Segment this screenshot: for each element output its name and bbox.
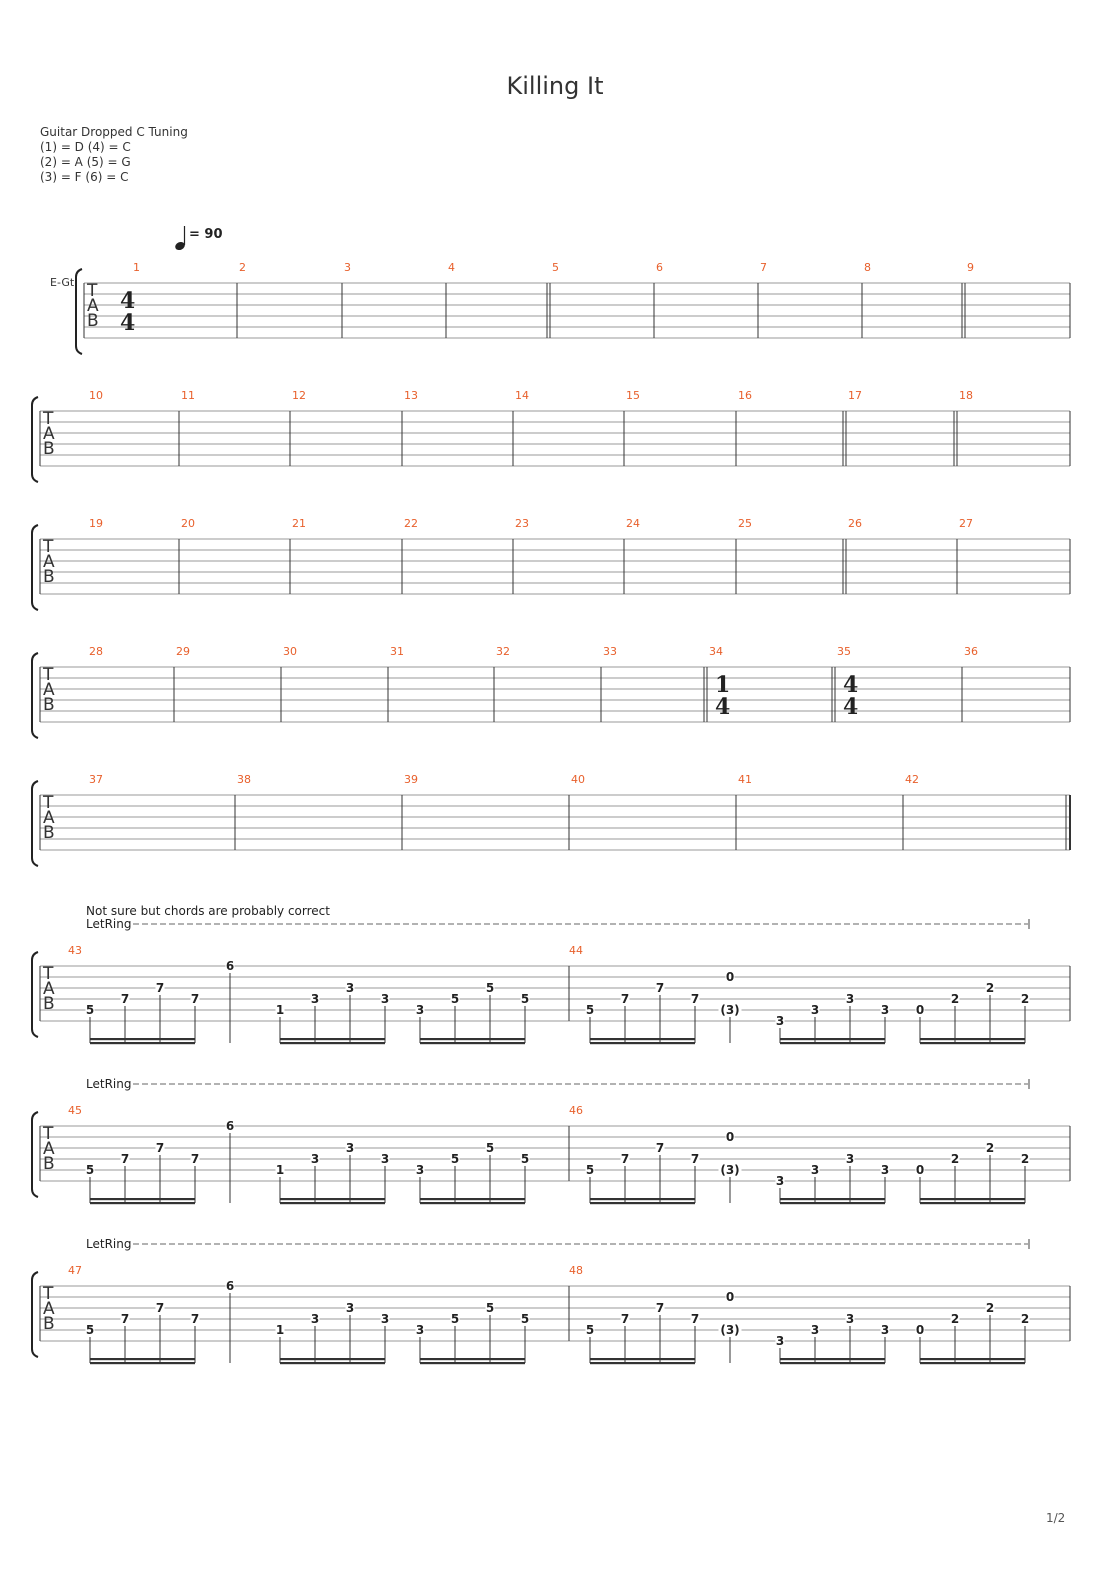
fret-number: 7 [155, 981, 165, 995]
fret-number: 6 [225, 1279, 235, 1293]
tuning-line: (3) = F (6) = C [40, 170, 129, 184]
measure-number: 38 [237, 773, 251, 786]
tab-system [32, 389, 1070, 482]
beam [280, 1358, 385, 1360]
beam [590, 1358, 695, 1360]
fret-number: 3 [345, 1301, 355, 1315]
fret-number: 5 [520, 1312, 530, 1326]
system-bracket [32, 781, 38, 866]
fret-number: 0 [915, 1163, 925, 1177]
tab-clef-letter: B [43, 695, 55, 715]
measure-number: 46 [569, 1104, 583, 1117]
fret-number: 7 [120, 1312, 130, 1326]
tempo-marking [174, 226, 223, 252]
time-signature-bottom: 4 [843, 694, 859, 720]
measure-number: 43 [68, 944, 82, 957]
fret-number: 3 [310, 992, 320, 1006]
time-signature-top: 4 [843, 672, 859, 698]
fret-number: 7 [190, 1312, 200, 1326]
measure-number: 42 [905, 773, 919, 786]
system-bracket [32, 653, 38, 738]
fret-number: 3 [415, 1163, 425, 1177]
measure-number: 19 [89, 517, 103, 530]
measure-number: 4 [448, 261, 455, 274]
measure-number: 39 [404, 773, 418, 786]
fret-number: 5 [485, 1301, 495, 1315]
measure-number: 28 [89, 645, 103, 658]
fret-number: 1 [275, 1323, 285, 1337]
beam [780, 1358, 885, 1360]
fret-number: 7 [120, 1152, 130, 1166]
tab-clef-letter: T [43, 1284, 54, 1304]
measure-number: 20 [181, 517, 195, 530]
measure-number: 11 [181, 389, 195, 402]
measure-number: 13 [404, 389, 418, 402]
measure-number: 10 [89, 389, 103, 402]
measure-number: 47 [68, 1264, 82, 1277]
fret-number: 5 [85, 1323, 95, 1337]
fret-number: 3 [845, 1312, 855, 1326]
tab-clef-letter: A [43, 1299, 55, 1319]
tab-clef-letter: T [43, 964, 54, 984]
annotation-text: Not sure but chords are probably correct [86, 904, 330, 918]
measure-number: 1 [133, 261, 140, 274]
beam [280, 1038, 385, 1040]
fret-number: 5 [450, 1312, 460, 1326]
measure-number: 18 [959, 389, 973, 402]
tab-clef-letter: A [87, 296, 99, 316]
fret-number: 3 [810, 1163, 820, 1177]
tab-clef-letter: A [43, 424, 55, 444]
measure-number: 35 [837, 645, 851, 658]
measure-number: 22 [404, 517, 418, 530]
fret-number: 2 [1020, 1312, 1030, 1326]
tab-system [32, 645, 1070, 738]
fret-number: 2 [950, 1152, 960, 1166]
beam [920, 1198, 1025, 1200]
fret-number: 7 [190, 992, 200, 1006]
system-bracket [32, 952, 38, 1037]
measure-number: 14 [515, 389, 529, 402]
fret-number: 3 [775, 1334, 785, 1348]
fret-number: 0 [915, 1323, 925, 1337]
measure-number: 12 [292, 389, 306, 402]
fret-number: 6 [225, 959, 235, 973]
fret-number: 2 [950, 992, 960, 1006]
fret-number: 5 [450, 1152, 460, 1166]
measure-number: 16 [738, 389, 752, 402]
fret-number: 7 [155, 1141, 165, 1155]
measure-number: 8 [864, 261, 871, 274]
fret-number: 5 [520, 992, 530, 1006]
time-signature-bottom: 4 [715, 694, 731, 720]
measure-number: 27 [959, 517, 973, 530]
fret-number: (3) [720, 1003, 740, 1017]
fret-number: 7 [655, 1141, 665, 1155]
tuning-line: (1) = D (4) = C [40, 140, 131, 154]
fret-number: 5 [85, 1003, 95, 1017]
fret-number: 5 [485, 981, 495, 995]
fret-number: 7 [190, 1152, 200, 1166]
fret-number: 7 [620, 1312, 630, 1326]
fret-number: 2 [985, 1301, 995, 1315]
fret-number: 5 [585, 1003, 595, 1017]
measure-number: 5 [552, 261, 559, 274]
fret-number: 3 [880, 1003, 890, 1017]
fret-number: 2 [950, 1312, 960, 1326]
measure-number: 36 [964, 645, 978, 658]
fret-number: 3 [880, 1163, 890, 1177]
tab-clef-letter: A [43, 1139, 55, 1159]
fret-number: 3 [345, 981, 355, 995]
fret-number: 5 [485, 1141, 495, 1155]
riff-system [32, 904, 1070, 1044]
beam [920, 1202, 1025, 1204]
measure-number: 45 [68, 1104, 82, 1117]
measure-number: 44 [569, 944, 583, 957]
beam [780, 1042, 885, 1044]
measure-number: 7 [760, 261, 767, 274]
fret-number: 7 [655, 981, 665, 995]
fret-number: 3 [775, 1014, 785, 1028]
fret-number: 6 [225, 1119, 235, 1133]
tab-clef-letter: A [43, 979, 55, 999]
fret-number: 3 [775, 1174, 785, 1188]
measure-number: 21 [292, 517, 306, 530]
beam [90, 1362, 195, 1364]
fret-number: 3 [310, 1152, 320, 1166]
beam [780, 1362, 885, 1364]
tab-clef-letter: T [43, 665, 54, 685]
measure-number: 48 [569, 1264, 583, 1277]
tab-clef-letter: T [43, 409, 54, 429]
beam [420, 1202, 525, 1204]
fret-number: 0 [725, 970, 735, 984]
tab-clef-letter: B [43, 994, 55, 1014]
beam [90, 1198, 195, 1200]
fret-number: 3 [415, 1323, 425, 1337]
fret-number: 3 [880, 1323, 890, 1337]
beam [590, 1362, 695, 1364]
measure-number: 25 [738, 517, 752, 530]
tempo-label: = 90 [189, 227, 223, 242]
measure-number: 6 [656, 261, 663, 274]
fret-number: 5 [585, 1163, 595, 1177]
fret-number: 7 [655, 1301, 665, 1315]
measure-number: 2 [239, 261, 246, 274]
system-bracket [32, 1112, 38, 1197]
tab-clef-letter: T [43, 537, 54, 557]
measure-number: 32 [496, 645, 510, 658]
beam [920, 1038, 1025, 1040]
fret-number: 0 [725, 1130, 735, 1144]
system-bracket [32, 397, 38, 482]
tab-clef-letter: T [87, 281, 98, 301]
tab-system [32, 517, 1070, 610]
measure-number: 30 [283, 645, 297, 658]
beam [280, 1202, 385, 1204]
measure-number: 3 [344, 261, 351, 274]
song-title: Killing It [506, 72, 604, 100]
fret-number: 7 [120, 992, 130, 1006]
fret-number: 7 [690, 992, 700, 1006]
fret-number: 3 [415, 1003, 425, 1017]
beam [780, 1198, 885, 1200]
measure-number: 17 [848, 389, 862, 402]
beam [90, 1038, 195, 1040]
fret-number: 0 [915, 1003, 925, 1017]
fret-number: 0 [725, 1290, 735, 1304]
beam [590, 1042, 695, 1044]
fret-number: 3 [845, 992, 855, 1006]
tab-system [76, 261, 1070, 354]
measure-number: 37 [89, 773, 103, 786]
tab-clef-letter: T [43, 1124, 54, 1144]
tab-clef-letter: B [43, 439, 55, 459]
beam [590, 1202, 695, 1204]
time-signature-bottom: 4 [120, 310, 136, 336]
tuning-name: Guitar Dropped C Tuning [40, 125, 188, 139]
beam [920, 1358, 1025, 1360]
beam [90, 1358, 195, 1360]
fret-number: 2 [985, 1141, 995, 1155]
fret-number: 7 [620, 1152, 630, 1166]
track-label: E-Gt [50, 276, 75, 289]
tab-clef-letter: A [43, 552, 55, 572]
beam [920, 1362, 1025, 1364]
tab-clef-letter: A [43, 808, 55, 828]
time-signature-top: 4 [120, 288, 136, 314]
beam [420, 1358, 525, 1360]
beam [590, 1038, 695, 1040]
fret-number: 5 [85, 1163, 95, 1177]
tab-clef-letter: B [43, 567, 55, 587]
beam [280, 1042, 385, 1044]
tab-clef-letter: B [43, 1154, 55, 1174]
beam [90, 1042, 195, 1044]
beam [280, 1362, 385, 1364]
fret-number: 7 [690, 1152, 700, 1166]
beam [420, 1198, 525, 1200]
tab-system [32, 773, 1070, 866]
fret-number: 1 [275, 1003, 285, 1017]
fret-number: 5 [450, 992, 460, 1006]
fret-number: 3 [380, 1152, 390, 1166]
measure-number: 33 [603, 645, 617, 658]
measure-number: 23 [515, 517, 529, 530]
fret-number: (3) [720, 1323, 740, 1337]
fret-number: 1 [275, 1163, 285, 1177]
fret-number: 5 [520, 1152, 530, 1166]
fret-number: 3 [310, 1312, 320, 1326]
tab-clef-letter: B [43, 1314, 55, 1334]
fret-number: 7 [690, 1312, 700, 1326]
riff-system [32, 1077, 1070, 1204]
tab-clef-letter: A [43, 680, 55, 700]
fret-number: 3 [810, 1003, 820, 1017]
measure-number: 26 [848, 517, 862, 530]
fret-number: 7 [155, 1301, 165, 1315]
tab-clef-letter: B [43, 823, 55, 843]
beam [780, 1202, 885, 1204]
fret-number: 3 [845, 1152, 855, 1166]
beam [90, 1202, 195, 1204]
fret-number: 5 [585, 1323, 595, 1337]
fret-number: 3 [345, 1141, 355, 1155]
system-bracket [76, 269, 82, 354]
fret-number: 2 [1020, 1152, 1030, 1166]
measure-number: 34 [709, 645, 723, 658]
measure-number: 24 [626, 517, 640, 530]
beam [280, 1198, 385, 1200]
beam [420, 1042, 525, 1044]
beam [780, 1038, 885, 1040]
tab-clef-letter: B [87, 311, 99, 331]
riff-system [32, 1237, 1070, 1364]
measure-number: 9 [967, 261, 974, 274]
beam [590, 1198, 695, 1200]
fret-number: 3 [810, 1323, 820, 1337]
measure-number: 40 [571, 773, 585, 786]
beam [420, 1038, 525, 1040]
time-signature-top: 1 [715, 672, 731, 698]
tuning-line: (2) = A (5) = G [40, 155, 131, 169]
measure-number: 41 [738, 773, 752, 786]
measure-number: 31 [390, 645, 404, 658]
let-ring-label: LetRing [86, 1077, 132, 1091]
page-number: 1/2 [1046, 1511, 1066, 1525]
tab-clef-letter: T [43, 793, 54, 813]
beam [420, 1362, 525, 1364]
measure-number: 29 [176, 645, 190, 658]
let-ring-label: LetRing [86, 917, 132, 931]
measure-number: 15 [626, 389, 640, 402]
fret-number: 3 [380, 992, 390, 1006]
system-bracket [32, 525, 38, 610]
fret-number: 2 [1020, 992, 1030, 1006]
let-ring-label: LetRing [86, 1237, 132, 1251]
fret-number: 2 [985, 981, 995, 995]
fret-number: (3) [720, 1163, 740, 1177]
system-bracket [32, 1272, 38, 1357]
fret-number: 3 [380, 1312, 390, 1326]
beam [920, 1042, 1025, 1044]
fret-number: 7 [620, 992, 630, 1006]
